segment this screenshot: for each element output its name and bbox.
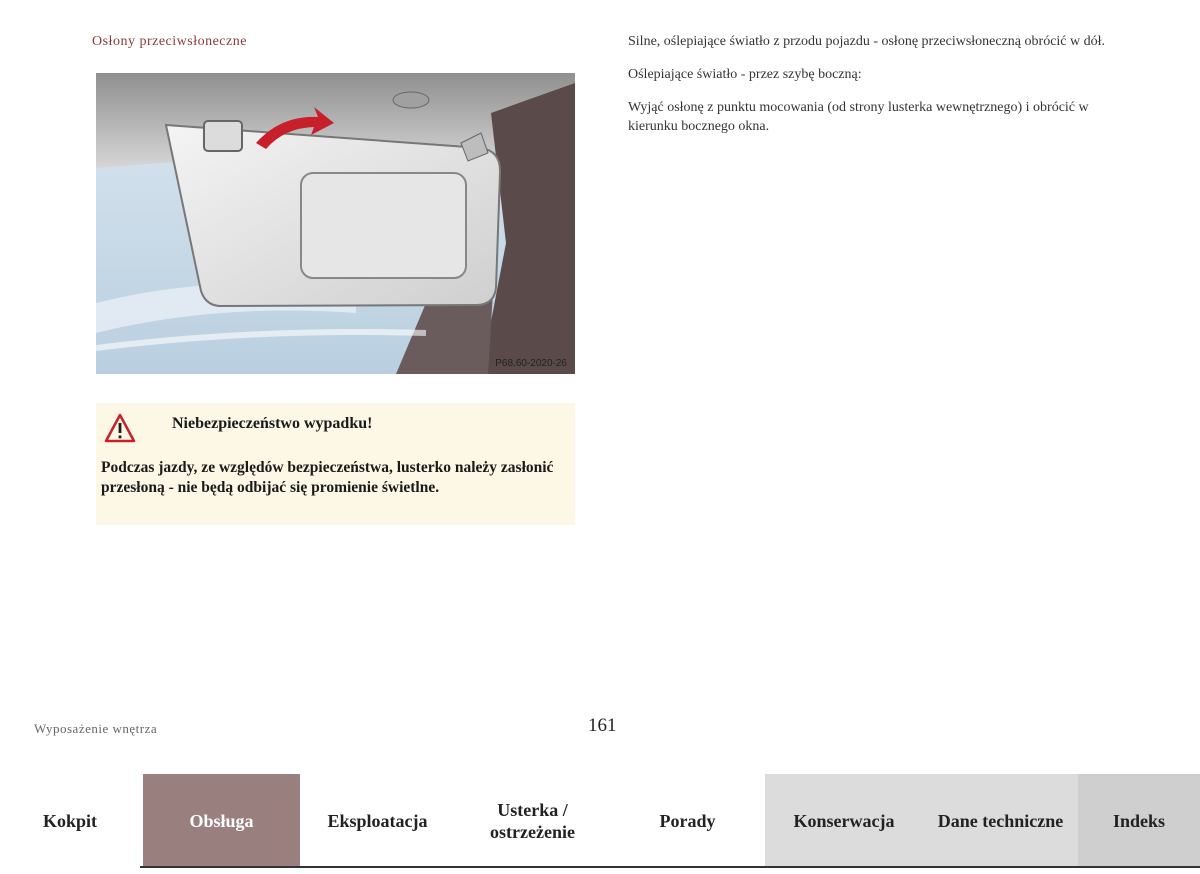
tab-porady[interactable]: Porady xyxy=(659,810,716,831)
sun-visor-illustration xyxy=(96,73,575,374)
instruction-paragraph: Wyjąć osłonę z punktu mocowania (od strony lusterka wewnętrznego) i obrócić w kierunku bocznego okna. xyxy=(628,100,1089,134)
tab-indeks[interactable]: Indeks xyxy=(1078,774,1200,867)
nav-divider xyxy=(140,866,1200,868)
page-number: 161 xyxy=(588,715,617,736)
tab-obsluga[interactable]: Obsługa xyxy=(143,774,300,867)
instructions-column xyxy=(628,32,1118,150)
tab-kokpit[interactable]: Kokpit xyxy=(42,810,98,831)
warning-body: Podczas jazdy, ze względów bezpieczeństwa, lusterko należy zasłonić przesłoną - nie będą odbijać się promienie świetlne. xyxy=(101,459,554,496)
instruction-paragraph: Oślepiające światło - przez szybę boczną: xyxy=(628,67,862,82)
section-title: Osłony przeciwsłoneczne xyxy=(92,34,247,49)
warning-box xyxy=(96,403,575,525)
chapter-navigation xyxy=(0,774,1200,867)
instruction-paragraph: Silne, oślepiające światło z przodu pojazdu - osłonę przeciwsłoneczną obrócić w dół. xyxy=(628,34,1106,49)
tab-dane-techniczne[interactable]: Dane techniczne xyxy=(923,774,1078,867)
figure-code: P68.60-2020-26 xyxy=(495,358,567,369)
tab-konserwacja[interactable]: Konserwacja xyxy=(765,774,923,867)
tab-eksploatacja[interactable]: Eksploatacja xyxy=(327,810,428,831)
tab-usterka-ostrzezenie[interactable]: Usterka / ostrzeżenie xyxy=(490,799,575,842)
warning-triangle-icon xyxy=(104,413,136,443)
sun-visor-drawing xyxy=(96,73,575,374)
warning-heading: Niebezpieczeństwo wypadku! xyxy=(172,415,373,432)
footer-section-title: Wyposażenie wnętrza xyxy=(34,721,158,736)
